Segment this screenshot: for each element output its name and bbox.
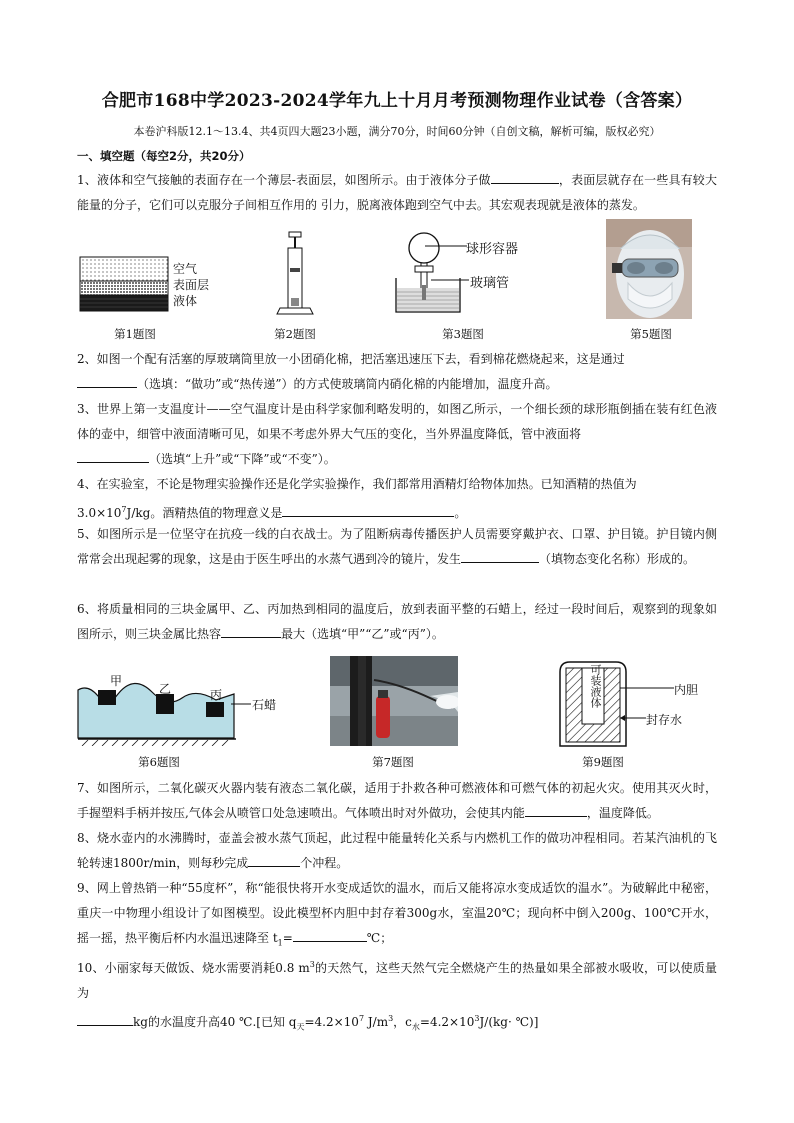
question-9 (77, 876, 717, 955)
figure-2 (272, 228, 318, 318)
q10-text-f: ，c (393, 1015, 412, 1029)
q1-text-b: ，表面层就存在一些具有较大能量的分子，它们可以克服分子间相互作用的 引力，脱离液体跑到空气中去。其宏观表现就是液体的蒸发。 (77, 173, 717, 212)
figure-2-caption: 第2题图 (274, 327, 316, 341)
q8-text-a: 8、烧水壶内的水沸腾时，壶盖会被水蒸气顶起，此过程中能量转化关系与内燃机工作的做功冲程相同。若某汽油机的飞轮转速1800r/min，则每秒完成 (77, 831, 717, 870)
q5-blank[interactable] (461, 548, 539, 563)
q5-text-a: 5、如图所示是一位坚守在抗疫一线的白衣战士。为了阻断病毒传播医护人员需要穿戴护衣、口罩、护目镜。护目镜内侧常常会出现起雾的现象，这是由于医生呼出的水蒸气遇到冷的镜片，发生 (77, 527, 717, 566)
q10-text-h: J/(kg· ℃)] (479, 1015, 539, 1029)
question-10 (77, 952, 717, 1039)
fig9-label-inner: 内胆 (674, 683, 699, 697)
figure-7-caption: 第7题图 (372, 755, 414, 769)
q6-text-a: 6、将质量相同的三块金属甲、乙、丙加热到相同的温度后，放到表面平整的石蜡上，经过一段时间后，观察到的现象如图所示，则三块金属比热容 (77, 602, 717, 641)
q6-text-b: 最大（选填“甲”“乙”或“丙”）。 (281, 627, 444, 641)
figure-7-photo (330, 656, 458, 746)
section-heading: 一、填空题（每空2分，共20分） (77, 149, 251, 163)
question-7 (77, 776, 717, 826)
figure-5-caption: 第5题图 (630, 327, 672, 341)
q10-text-g: =4.2×10 (419, 1015, 475, 1029)
q10-text-d: =4.2×10 (304, 1015, 359, 1029)
fig9-label-liquid: 可装液体 (589, 664, 602, 708)
question-6 (77, 597, 717, 647)
q4-value: 3.0×10 (77, 506, 122, 520)
figure-1-labels (173, 261, 209, 309)
fig9-label-sealed-water: 封存水 (646, 713, 683, 727)
fig1-label-liquid: 液体 (173, 294, 198, 308)
figure-9-caption: 第9题图 (582, 755, 624, 769)
q4-exponent: 7 (121, 505, 127, 514)
question-3 (77, 397, 717, 472)
fig1-label-surface: 表面层 (173, 278, 210, 292)
q7-blank[interactable] (525, 802, 587, 817)
q10-text-c: kg的水温度升高40 ℃.[已知 q (133, 1015, 297, 1029)
q10-text-a: 10、小丽家每天做饭、烧水需要消耗0.8 m (77, 961, 310, 975)
q2-text-b: （选填：“做功”或“热传递”）的方式使玻璃筒内硝化棉的内能增加，温度升高。 (137, 377, 558, 391)
q8-text-b: 个冲程。 (300, 856, 349, 870)
q4-blank[interactable] (282, 502, 454, 517)
figure-1-caption: 第1题图 (114, 327, 156, 341)
q4-text-d: 。 (454, 506, 467, 520)
q3-text-a: 3、世界上第一支温度计——空气温度计是由科学家伽利略发明的，如图乙所示，一个细长颈的球形瓶倒插在装有红色液体的壶中，细管中液面清晰可见，如果不考虑外界大气压的变化，当外界温度降低，管中液面将 (77, 402, 717, 441)
q5-text-b: （填物态变化名称）形成的。 (539, 552, 696, 566)
q1-blank[interactable] (491, 169, 559, 184)
q10-exp-1: 3 (309, 960, 315, 969)
q10-exp-3: 3 (388, 1014, 394, 1023)
page-subtitle: 本卷沪科版12.1～13.4、共4页四大题23小题，满分70分，时间60分钟（自创文稿，解析可编，版权必究） (133, 125, 661, 138)
fig1-label-air: 空气 (173, 262, 198, 276)
fig3-label-bulb: 球形容器 (466, 242, 519, 257)
q4-text-c: J/kg。酒精热值的物理意义是 (126, 506, 283, 520)
q4-text-a: 4、在实验室，不论是物理实验操作还是化学实验操作，我们都常用酒精灯给物体加热。已知酒精的热值为 (77, 477, 637, 491)
question-5 (77, 522, 717, 572)
q9-text-c: ℃； (366, 931, 393, 945)
q10-sub-gas: 天 (296, 1022, 305, 1032)
q10-exp-4: 3 (474, 1014, 480, 1023)
q9-blank[interactable] (293, 927, 367, 942)
q8-blank[interactable] (248, 852, 300, 867)
q2-text-a: 2、如图一个配有活塞的厚玻璃筒里放一小团硝化棉，把活塞迅速压下去，看到棉花燃烧起来，这是通过 (77, 352, 625, 366)
q2-blank[interactable] (77, 373, 137, 388)
figure-5-photo (606, 219, 692, 319)
fig6-label-wax: 石蜡 (252, 698, 277, 712)
question-2 (77, 347, 717, 397)
fig3-label-tube: 玻璃管 (470, 276, 510, 291)
fig6-label-jia: 甲 (110, 674, 123, 688)
figure-6-caption: 第6题图 (138, 755, 180, 769)
q10-sub-water: 水 (411, 1022, 420, 1032)
q7-text-b: ，温度降低。 (586, 806, 659, 820)
q6-blank[interactable] (221, 623, 281, 638)
fig6-label-yi: 乙 (159, 682, 172, 696)
q10-text-e: J/m (364, 1015, 389, 1029)
page-title: 合肥市168中学2023-2024学年九上十月月考预测物理作业试卷（含答案） (101, 91, 693, 111)
figure-3-caption: 第3题图 (442, 327, 484, 341)
q9-text-b: = (282, 931, 293, 945)
q1-text-a: 1、液体和空气接触的表面存在一个薄层-表面层，如图所示。由于液体分子做 (77, 173, 491, 187)
q10-exp-2: 7 (358, 1014, 365, 1023)
q3-text-b: （选填“上升”或“下降”或“不变”）。 (149, 452, 336, 466)
fig9-leader-lines (618, 686, 676, 722)
q3-blank[interactable] (77, 448, 149, 463)
fig6-label-bing: 丙 (210, 688, 223, 702)
q10-blank[interactable] (77, 1011, 133, 1026)
fig3-leader-lines (425, 244, 470, 284)
question-1 (77, 168, 717, 218)
q9-subscript: 1 (277, 938, 283, 948)
q9-text-a: 9、网上曾热销一种“55度杯”，称“能很快将开水变成适饮的温水，而后又能将凉水变成适饮的温水”。为破解此中秘密，重庆一中物理小组设计了如图模型。设此模型杯内胆中封存着300g水，室温20℃；现向杯中倒入200g、100℃开水，摇一摇，热平衡后杯内水温迅速降至 t (77, 881, 717, 945)
question-8 (77, 826, 717, 876)
question-4 (77, 472, 717, 526)
q7-text-a: 7、如图所示，二氧化碳灭火器内装有液态二氧化碳，适用于扑救各种可燃液体和可燃气体的初起火灾。使用其灭火时，手握塑料手柄并按压,气体会从喷管口处急速喷出。气体喷出时对外做功，会使其内能 (77, 781, 717, 820)
q10-text-b: 的天然气，这些天然气完全燃烧产生的热量如果全部被水吸收，可以使质量为 (77, 961, 717, 1000)
